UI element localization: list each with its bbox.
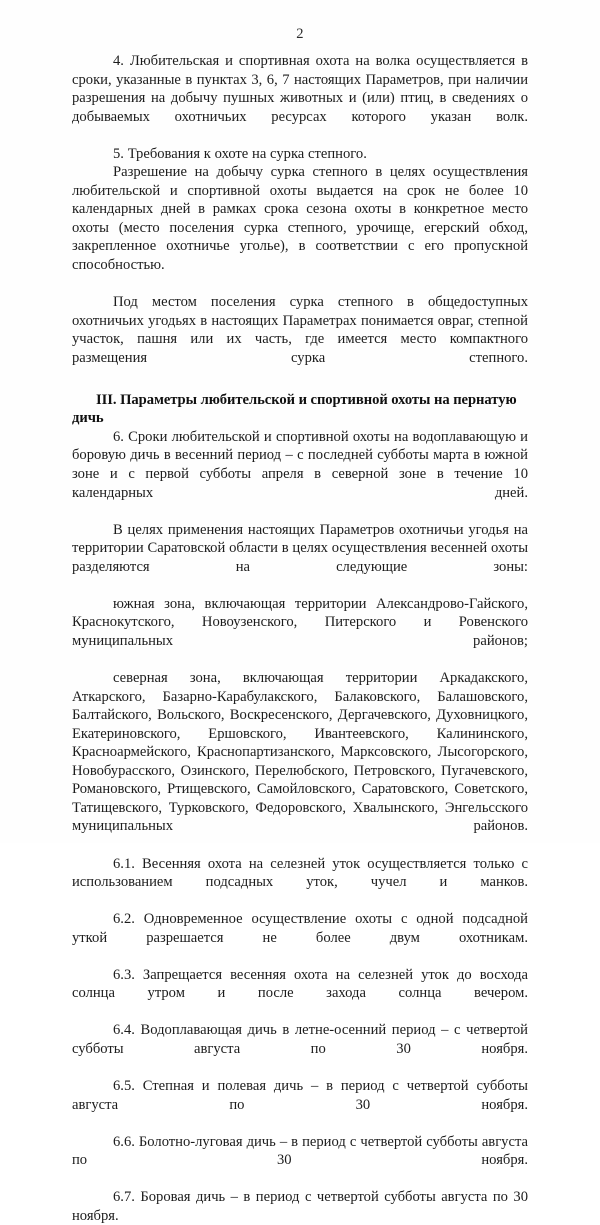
- paragraph: 6.3. Запрещается весенняя охота на селезней уток до восхода солнца утром и после захода солнца вечером.: [72, 966, 528, 1002]
- paragraph: 6.7. Боровая дичь – в период с четвертой субботы августа по 30 ноября.: [72, 1189, 528, 1224]
- paragraph: 6.5. Степная и полевая дичь – в период с четвертой субботы августа по 30 ноября.: [72, 1078, 528, 1113]
- paragraph: 4. Любительская и спортивная охота на волка осуществляется в сроки, указанные в пунктах 3, 6, 7 настоящих Параметров, при наличии разрешения на добычу пушных животных и (или) птиц, в сведениях о добываемых охотничьих ресурсах которого указан волк.: [72, 53, 528, 125]
- paragraph: В целях применения настоящих Параметров охотничьи угодья на территории Саратовской области в целях осуществления весенней охоты разделяются на следующие зоны:: [72, 521, 528, 575]
- paragraph: 6.2. Одновременное осуществление охоты с одной подсадной уткой разрешается не более двум охотникам.: [72, 911, 528, 946]
- paragraph: Разрешение на добычу сурка степного в целях осуществления любительской и спортивной охоты выдается на срок не более 10 календарных дней в рамках срока сезона охоты в конкретное место охоты (место поселения сурка степного, урочище, егерский обход, закрепленное охотничье уголье), в соответствии с его пропускной способностью.: [72, 164, 528, 274]
- paragraph: северная зона, включающая территории Аркадакского, Аткарского, Базарно-Карабулакского, Балаковского, Балашовского, Балтайского, Вольского, Воскресенского, Дергачевского, Духовницкого, Екатериновского, Ершовского, Ивантеевского, Калининского, Красноармейского, Краснопартизанского, Марксовского, Лысогорского, Новобурасского, Озинского, Перелюбского, Петровского, Пугачевского, Романовского, Ртищевского, Самойловского, Саратовского, Советского, Татищевского, Турковского, Федоровского, Хвалынского, Энгельсского муниципальных районов.: [72, 670, 528, 835]
- paragraph: южная зона, включающая территории Александрово-Гайского, Краснокутского, Новоузенского, Питерского и Ровенского муниципальных районов;: [72, 595, 528, 649]
- paragraph: 6. Сроки любительской и спортивной охоты на водоплавающую и боровую дичь в весенний период – с последней субботы марта в южной зоне и с первой субботы апреля в северной зоне в течение 10 календарных дней.: [72, 428, 528, 501]
- paragraph: 5. Требования к охоте на сурка степного.: [113, 145, 367, 162]
- paragraph: 6.6. Болотно-луговая дичь – в период с четвертой субботы августа по 30 ноября.: [72, 1133, 528, 1169]
- paragraph: Под местом поселения сурка степного в общедоступных охотничьих угодьях в настоящих Параметрах понимается овраг, степной участок, пашня или их часть, где имеется место компактного размещения сурка степного.: [72, 294, 528, 366]
- paragraph: 6.1. Весенняя охота на селезней уток осуществляется только с использованием подсадных уток, чучел и манков.: [72, 855, 528, 891]
- paragraph: 6.4. Водоплавающая дичь в летне-осенний период – с четвертой субботы августа по 30 ноября.: [72, 1022, 528, 1057]
- document-body: [72, 52, 528, 1225]
- section-heading: III. Параметры любительской и спортивной охоты на пернатую дичь: [72, 391, 517, 427]
- page-number: 2: [296, 26, 304, 42]
